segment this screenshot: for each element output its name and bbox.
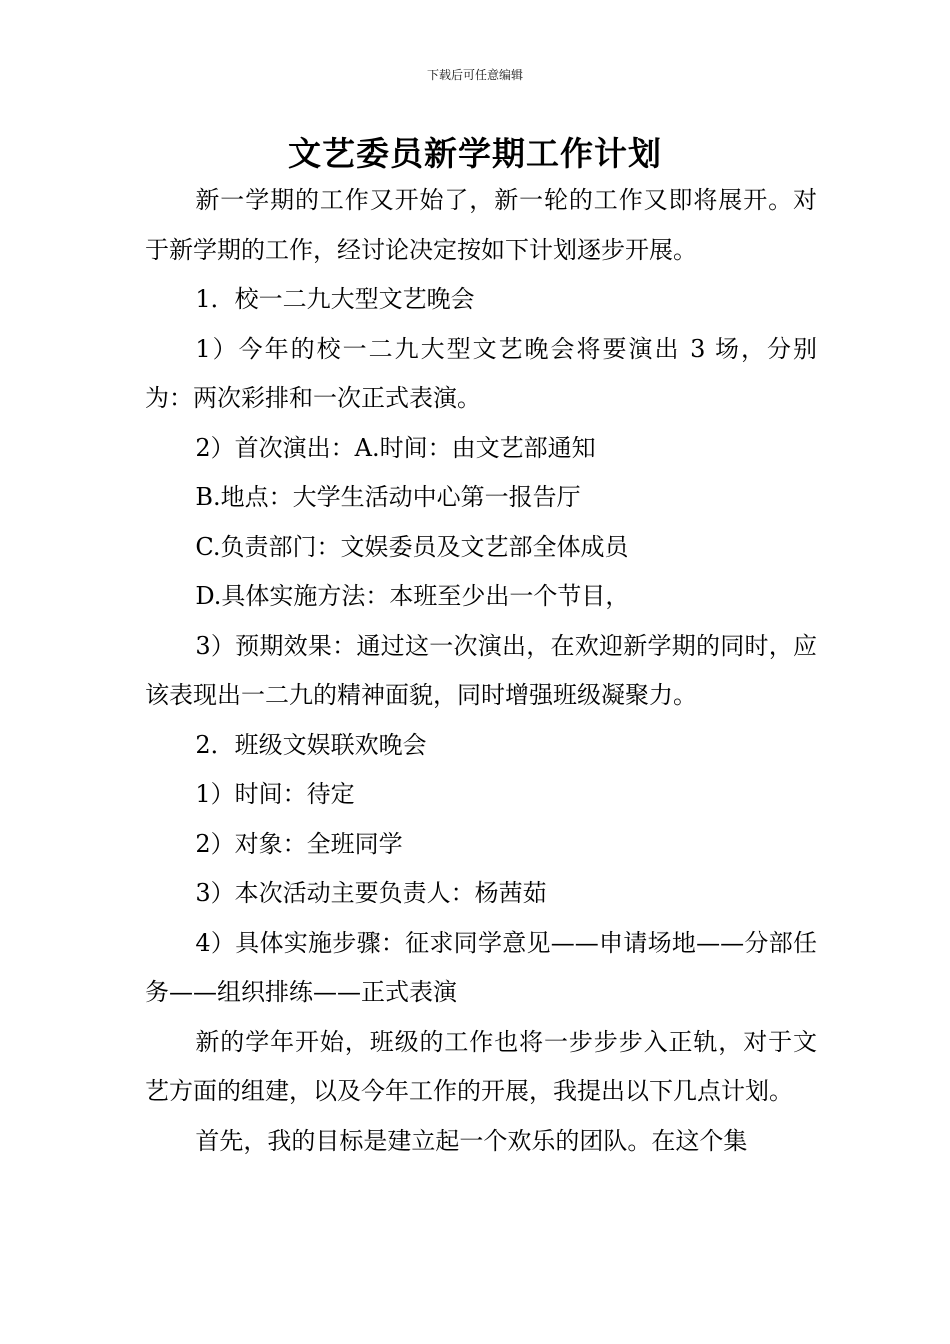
list-item: 1）时间：待定 (195, 780, 355, 808)
list-item: 4）具体实施步骤：征求同学意见——申请场地——分部任务——组织排练——正式表演 (145, 928, 817, 1006)
list-item: 3）本次活动主要负责人：杨茜茹 (195, 879, 547, 907)
list-item: B.地点：大学生活动中心第一报告厅 (195, 483, 581, 511)
list-item: C.负责部门：文娱委员及文艺部全体成员 (195, 532, 629, 561)
list-item: D.具体实施方法：本班至少出一个节目， (195, 582, 630, 610)
header-note: 下载后可任意编辑 (426, 68, 523, 82)
list-item: 2）对象：全班同学 (195, 829, 403, 858)
intro-paragraph: 新一学期的工作又开始了，新一轮的工作又即将展开。对于新学期的工作，经讨论决定按如下计划逐步开展。 (145, 186, 817, 264)
document-body (145, 176, 817, 1166)
section-heading-1: 1．校一二九大型文艺晚会 (195, 285, 475, 313)
list-item: 2）首次演出：A.时间：由文艺部通知 (195, 433, 596, 462)
section-heading-2: 2．班级文娱联欢晚会 (195, 730, 427, 759)
list-item: 3）预期效果：通过这一次演出，在欢迎新学期的同时，应该表现出一二九的精神面貌，同时增强班级凝聚力。 (145, 631, 817, 709)
body-paragraph: 首先，我的目标是建立起一个欢乐的团队。在这个集 (195, 1126, 748, 1155)
list-item: 1）今年的校一二九大型文艺晚会将要演出 3 场，分别为：两次彩排和一次正式表演。 (145, 334, 817, 412)
body-paragraph: 新的学年开始，班级的工作也将一步步步入正轨，对于文艺方面的组建，以及今年工作的开展，我提出以下几点计划。 (145, 1027, 817, 1105)
document-title: 文艺委员新学期工作计划 (288, 134, 662, 173)
